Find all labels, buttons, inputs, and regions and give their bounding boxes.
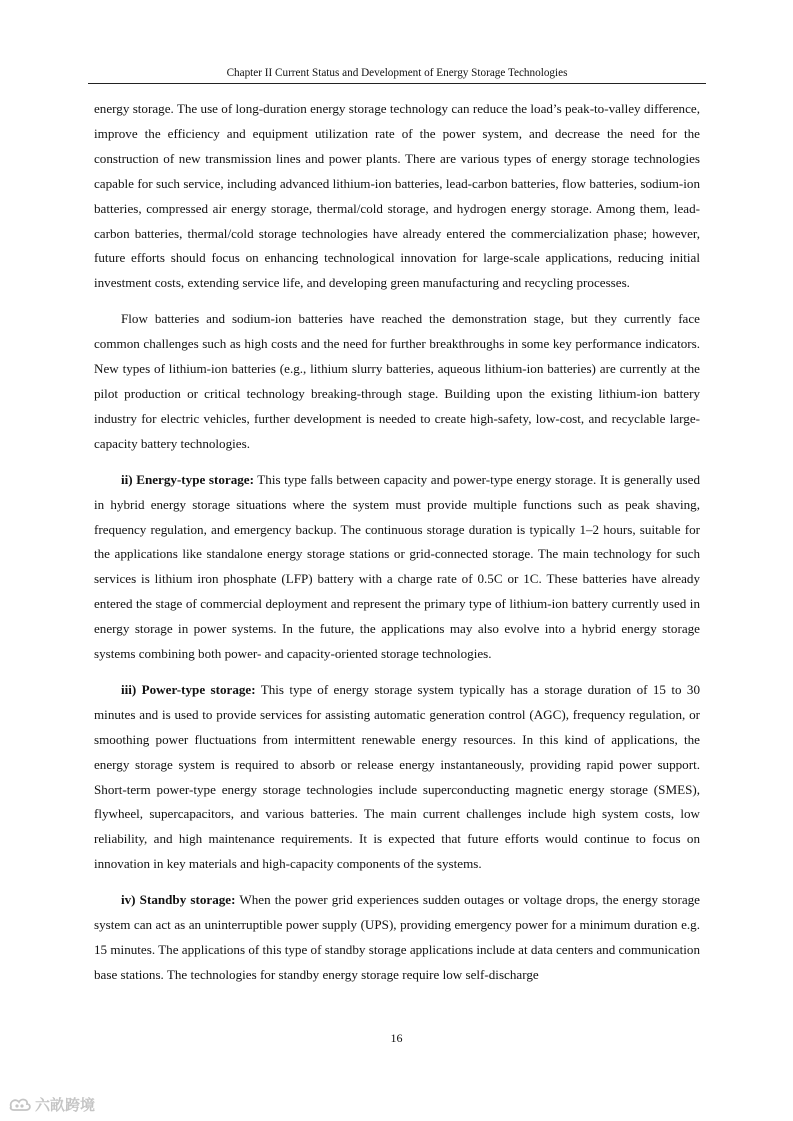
paragraph-text: energy storage. The use of long-duration energy storage technology can reduce the load’s peak-to-valley difference, improve the efficiency and equipment utilization rate of the power system, and decrease the need for the construction of new transmission lines and power plants. There are various types of energy storage technologies capable for such service, including advanced lithium-ion batteries, lead-carbon batteries, flow batteries, sodium-ion batteries, compressed air energy storage, thermal/cold storage, and hydrogen energy storage. Among them, lead-carbon batteries, thermal/cold storage technologies have already entered the commercialization phase; however, future efforts should focus on enhancing technological innovation for large-scale applications, reducing initial investment costs, extending service life, and developing green manufacturing and recycling processes. (94, 101, 700, 291)
section-lead: iv) Standby storage: (121, 892, 236, 908)
section-lead: iii) Power-type storage: (121, 681, 256, 697)
paragraph-standby (94, 888, 700, 988)
cloud-logo-icon (8, 1097, 32, 1113)
section-lead: ii) Energy-type storage: (121, 471, 254, 487)
running-header: Chapter II Current Status and Development of Energy Storage Technologies (226, 67, 568, 79)
watermark (8, 1094, 95, 1115)
paragraph-power-type (94, 678, 700, 877)
paragraph-text: When the power grid experiences sudden outages or voltage drops, the energy storage system can act as an uninterruptible power supply (UPS), providing emergency power for a minimum duration e.g. 15 minutes. The applications of this type of standby storage applications include at data centers and communication base stations. The technologies for standby energy storage require low self-discharge (94, 892, 700, 982)
document-body (94, 97, 700, 999)
paragraph-energy-type (94, 468, 700, 667)
watermark-text: 六畝跨境 (35, 1096, 96, 1114)
paragraph-continuation (94, 97, 700, 296)
paragraph-text: This type falls between capacity and power-type energy storage. It is generally used in hybrid energy storage situations where the system must provide multiple functions such as peak shaving, frequency regulation, and emergency backup. The continuous storage duration is typically 1–2 hours, suitable for the applications like standalone energy storage stations or grid-connected storage. The main technology for such services is lithium iron phosphate (LFP) battery with a charge rate of 0.5C or 1C. These batteries have already entered the stage of commercial deployment and represent the primary type of lithium-ion battery currently used in energy storage in power systems. In the future, the applications may also evolve into a hybrid energy storage systems combining both power- and capacity-oriented storage technologies. (94, 471, 701, 662)
paragraph-text: This type of energy storage system typically has a storage duration of 15 to 30 minutes and is used to provide services for assisting automatic generation control (AGC), frequency regulation, or smoothing power fluctuations from intermittent renewable energy resources. In this kind of applications, the energy storage system is required to absorb or release energy instantaneously, providing rapid power support. Short-term power-type energy storage technologies include superconducting magnetic energy storage (SMES), flywheel, supercapacitors, and various batteries. The main current challenges include high system costs, low reliability, and high maintenance requirements. It is expected that future efforts would continue to focus on innovation in key materials and high-capacity components of the systems. (94, 681, 700, 872)
header-divider (88, 83, 706, 84)
paragraph-flow-sodium (94, 307, 700, 456)
paragraph-text: Flow batteries and sodium-ion batteries have reached the demonstration stage, but they currently face common challenges such as high costs and the need for further breakthroughs in some key performance indicators. New types of lithium-ion batteries (e.g., lithium slurry batteries, aqueous lithium-ion batteries) are currently at the pilot production or critical technology breaking-through stage. Building upon the existing lithium-ion battery industry for electric vehicles, further development is needed to create high-safety, low-cost, and recyclable large-capacity battery technologies. (94, 311, 700, 451)
page-number: 16 (390, 1031, 403, 1045)
